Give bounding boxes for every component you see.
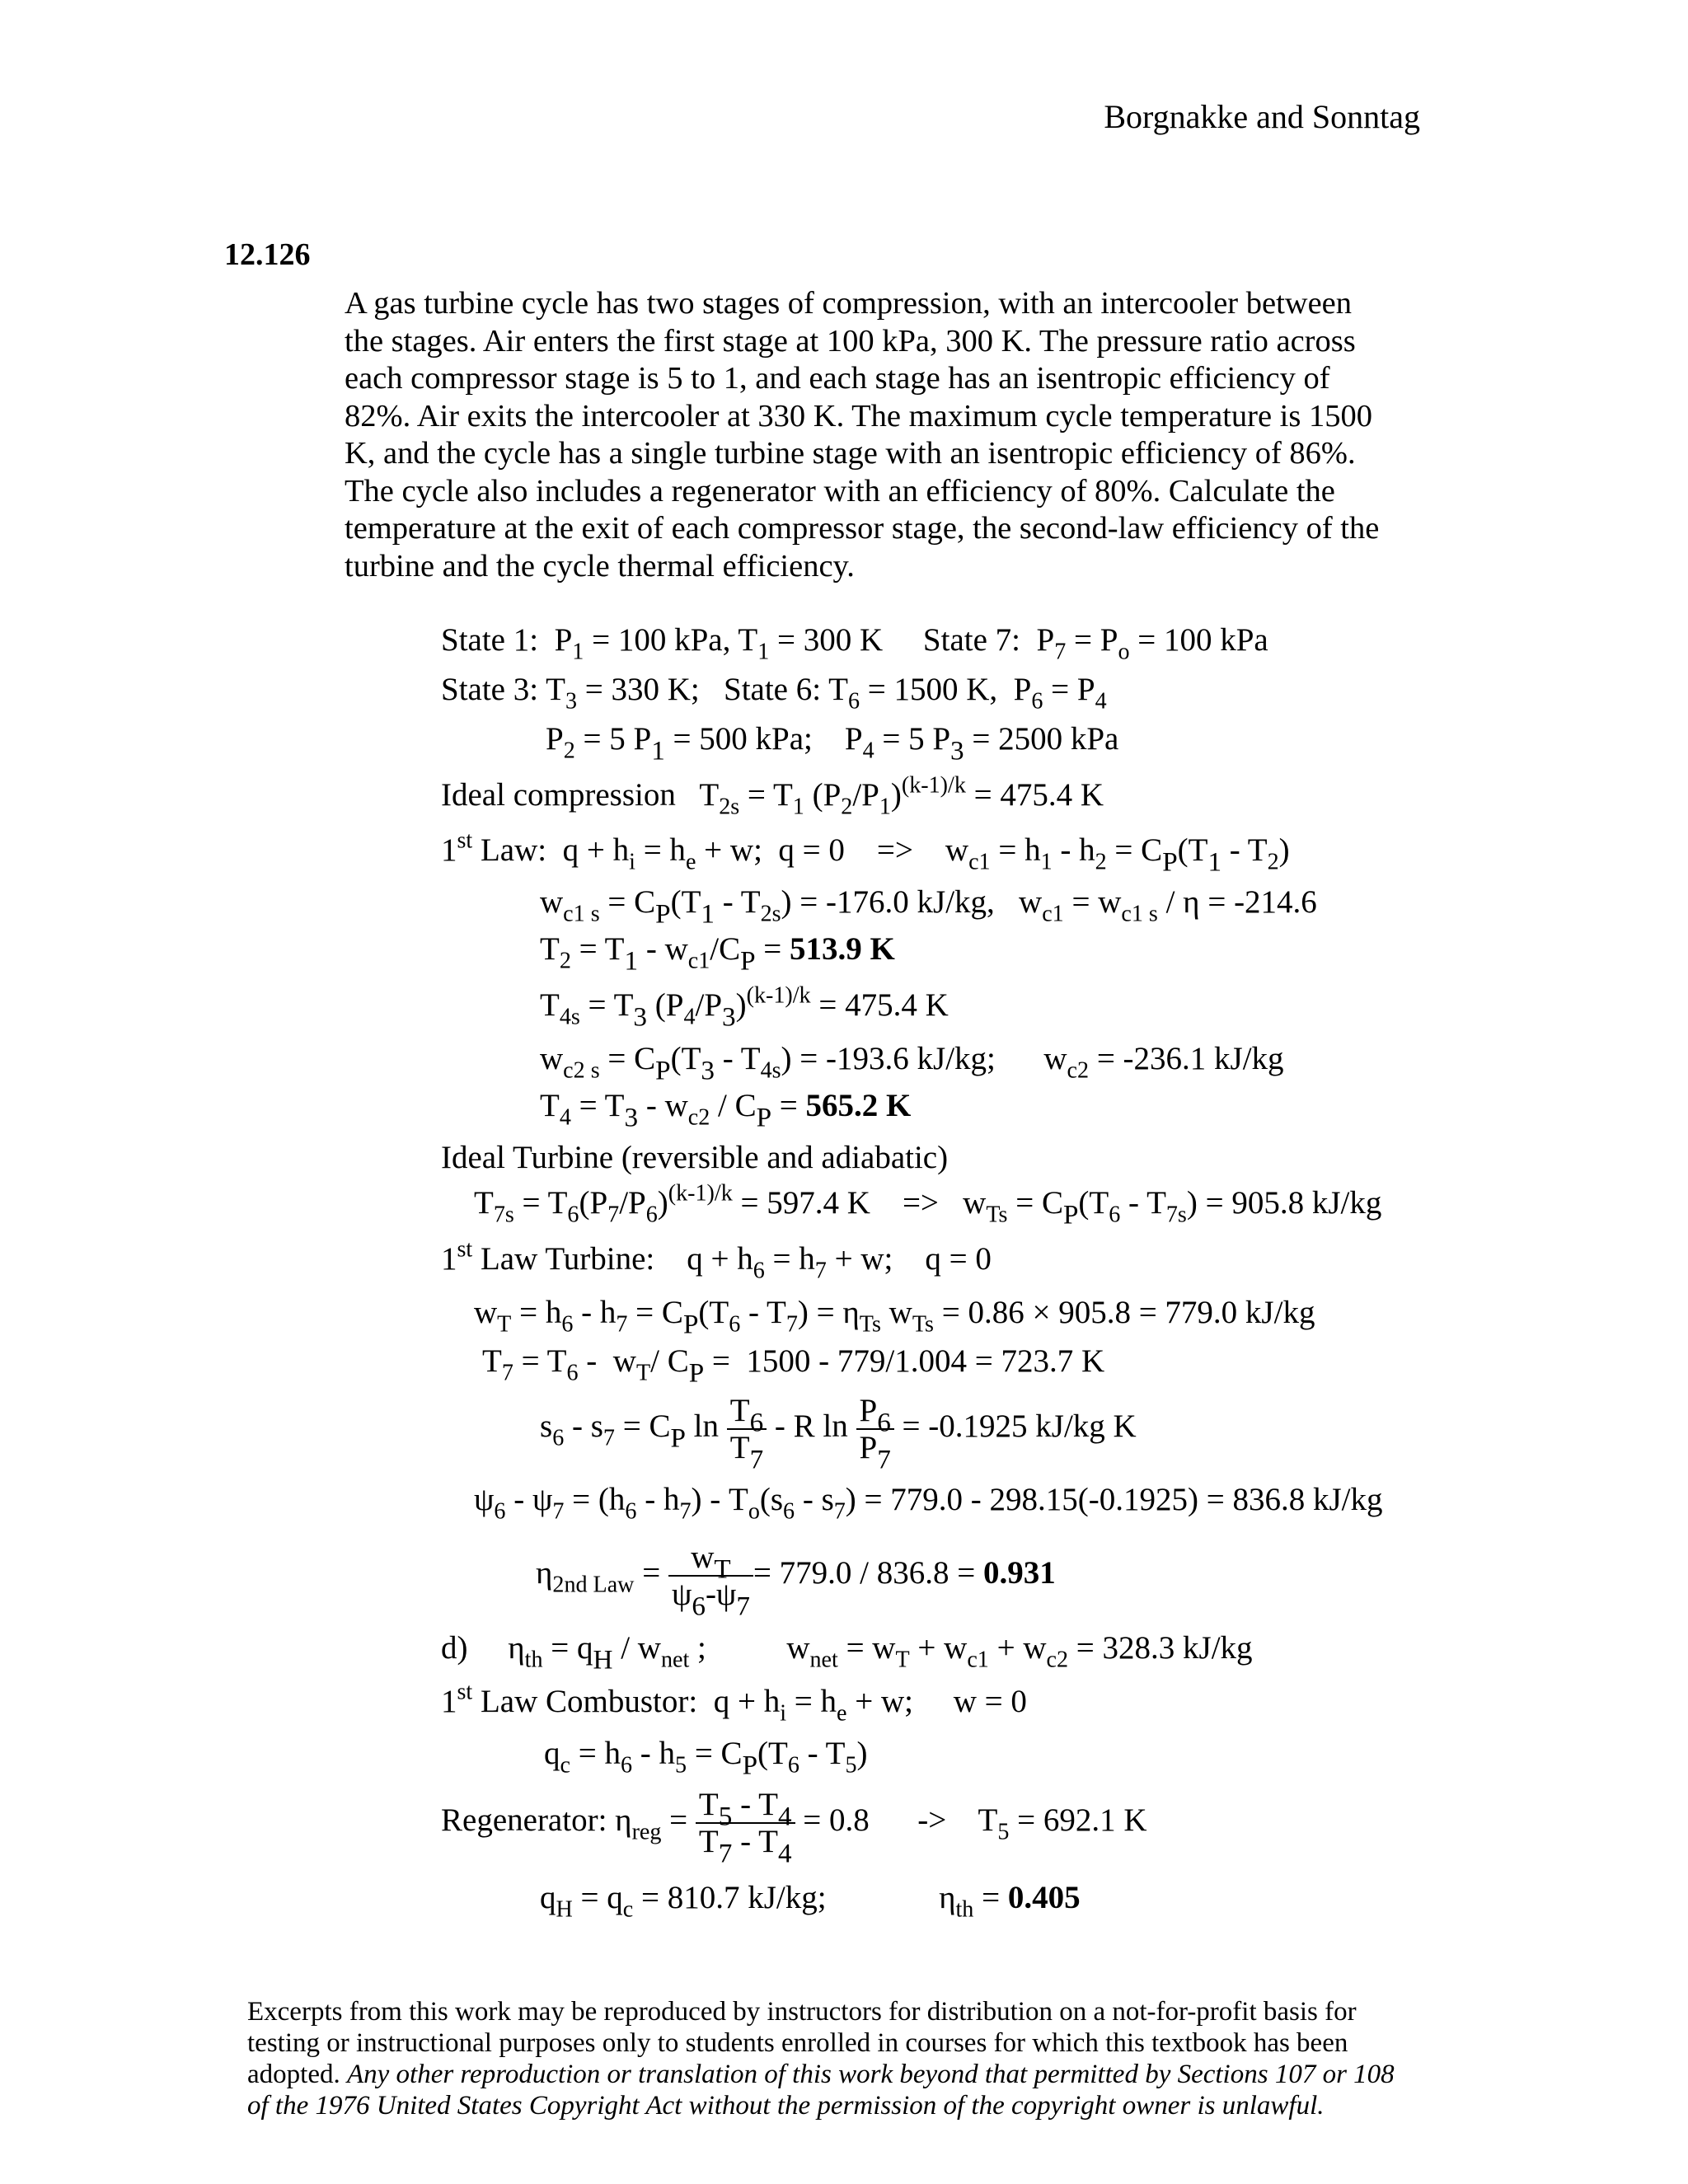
qh-value: = 810.7 kJ/kg; xyxy=(641,1880,827,1915)
footer-line: testing or instructional purposes only to students enrolled in courses for which this textbook has been xyxy=(247,2028,1348,2058)
t7-value: 1500 - 779/1.004 = 723.7 K xyxy=(746,1343,1105,1379)
problem-statement xyxy=(345,285,1449,585)
ideal-compression-label: Ideal compression xyxy=(441,777,676,813)
first-law-line: 1st Law: $q + h_i = h_e + w$; q = 0 => $w_{c1} = h_1 - h_2 = C_P(T_1 - T_2)$ xyxy=(441,827,1290,878)
first-law-turbine-line: 1st Law Turbine: $q + h_6 = h_7 + w$; q = 0 xyxy=(441,1236,992,1284)
state3-value: = 330 K; xyxy=(584,672,700,707)
state-3-6-line: State 3: $T_3 = 330$ K; State 6: $T_6 = 1500$ K, $P_6 = P_4$ xyxy=(441,672,1107,715)
reg-eff: = 0.8 xyxy=(803,1802,870,1838)
wts-value: ) = 905.8 kJ/kg xyxy=(1186,1185,1382,1221)
footer-line xyxy=(247,2090,1451,2121)
problem-line: turbine and the cycle thermal efficiency. xyxy=(345,548,855,583)
t7s-line: $T_{7s} = T_6(P_7/P_6)^{(k-1)/k} = 597.4$ K => $w_{Ts} = C_P(T_6 - T_{7s}) = 905.8$ kJ/kg xyxy=(474,1180,1382,1230)
state7-value: = 100 kPa xyxy=(1137,622,1268,658)
problem-line: K, and the cycle has a single turbine stage with an isentropic efficiency of 86%. xyxy=(345,436,1356,471)
author-header: Borgnakke and Sonntag xyxy=(1104,98,1420,135)
wc1-value: / η = -214.6 xyxy=(1165,884,1317,920)
eta2-value: 0.931 xyxy=(983,1554,1056,1591)
qh-line: $q_H = q_c = 810.7$ kJ/kg; $\eta_{th} = 0.405$ xyxy=(540,1880,1081,1923)
problem-number: 12.126 xyxy=(224,237,311,272)
wc2-value: = -236.1 kJ/kg xyxy=(1096,1041,1284,1076)
wc2s-value: ) = -193.6 kJ/kg; xyxy=(781,1041,996,1076)
t2-value: 513.9 K xyxy=(790,931,895,967)
p4-value: = 2500 kPa xyxy=(972,721,1119,757)
psi-value: ) = 779.0 - 298.15(-0.1925) = 836.8 kJ/kg xyxy=(845,1482,1383,1517)
footer-plain: adopted. xyxy=(247,2060,347,2089)
wnet-value: = 328.3 kJ/kg xyxy=(1076,1630,1253,1666)
problem-line: each compressor stage is 5 to 1, and each stage has an isentropic efficiency of xyxy=(345,361,1330,396)
exergy-line: $\psi_6 - \psi_7 = (h_6 - h_7) - T_o(s_6 - s_7) = 779.0 - 298.15(-0.1925) = 836.8$ kJ/kg xyxy=(474,1482,1383,1525)
first-law-combustor-label: Law Combustor: xyxy=(480,1684,698,1719)
wc1s-value: ) = -176.0 kJ/kg, xyxy=(781,884,995,920)
state6-value: = 1500 K, xyxy=(867,672,998,707)
t4s-line: $T_{4s} = T_3$ $(P_4/P_3)^{(k-1)/k} = 475.4$ K xyxy=(540,982,949,1033)
first-law-label: Law: xyxy=(480,832,547,868)
t4s-value: = 475.4 K xyxy=(818,987,949,1023)
t4-value: 565.2 K xyxy=(805,1088,912,1123)
part-d-line: d) $\eta_{th} = q_H / w_{net}$ ; $w_{net} = w_T + w_{c1} + w_{c2} = 328.3$ kJ/kg xyxy=(441,1630,1253,1675)
part-d-label: d) xyxy=(441,1630,468,1666)
wt-line: $w_T = h_6 - h_7 = C_P(T_6 - T_7) = \eta_{Ts}$ $w_{Ts} = 0.86 \times 905.8 = 779.0$ kJ/kg xyxy=(474,1295,1315,1340)
first-law-turbine-label: Law Turbine: xyxy=(480,1241,655,1277)
regenerator-line: Regenerator: $\eta_{reg}$ = $\frac{T_5 - T_4}{T_7 - T_4}$ = 0.8 -> $T_5 = 692.1$ K xyxy=(441,1787,1147,1869)
problem-line: A gas turbine cycle has two stages of compression, with an intercooler between xyxy=(345,286,1353,321)
t7s-value: = 597.4 K xyxy=(740,1185,870,1221)
state1-label: State 1: xyxy=(441,622,539,658)
ideal-compression-line: Ideal compression $T_{2s} = T_1$ $(P_2/P_1)^{(k-1)/k} = 475.4$ K xyxy=(441,772,1104,820)
wt-psi-fraction: $\frac{w_T}{\psi_6-\psi_7}$ xyxy=(668,1541,753,1610)
problem-line: The cycle also includes a regenerator with an efficiency of 80%. Calculate the xyxy=(345,473,1335,509)
problem-line: 82%. Air exits the intercooler at 330 K. The maximum cycle temperature is 1500 xyxy=(345,398,1372,434)
footer-italic: Any other reproduction or translation of this work beyond that permitted by Sections 107 or 108 xyxy=(346,2060,1395,2089)
p-ratio-fraction: $\frac{P_6}{P_7}$ xyxy=(856,1394,894,1464)
regenerator-fraction: $\frac{T_5 - T_4}{T_7 - T_4}$ xyxy=(696,1788,795,1858)
copyright-footer xyxy=(247,1996,1451,2121)
wc2s-line: $w_{c2 s} = C_P(T_3 - T_{4s}) = -193.6$ kJ/kg; $w_{c2} = -236.1$ kJ/kg xyxy=(540,1041,1284,1086)
problem-line: the stages. Air enters the first stage at 100 kPa, 300 K. The pressure ratio across xyxy=(345,323,1356,359)
state7-label: State 7: xyxy=(922,622,1020,658)
t4-line: $T_4 = T_3 - w_{c2} / C_P = 565.2$ K xyxy=(540,1088,912,1133)
wc1s-line: $w_{c1 s} = C_P(T_1 - T_{2s}) = -176.0$ kJ/kg, $w_{c1} = w_{c1 s} / \eta = -214.6$ xyxy=(540,884,1317,930)
wt-value: = 0.86 × 905.8 = 779.0 kJ/kg xyxy=(941,1295,1315,1330)
s-diff-value: = -0.1925 kJ/kg K xyxy=(902,1408,1137,1444)
ideal-turbine-label: Ideal Turbine (reversible and adiabatic) xyxy=(441,1140,949,1175)
t2s-value: = 475.4 K xyxy=(973,777,1104,813)
state1-values: 100 kPa, T xyxy=(617,622,758,658)
t2-line: $T_2 = T_1 - w_{c1}/C_P = 513.9$ K xyxy=(540,931,895,977)
entropy-line: $s_6 - s_7 = C_P$ ln $\frac{T_6}{T_7}$ - R ln $\frac{P_6}{P_7}$ = -0.1925 kJ/kg K xyxy=(540,1393,1137,1475)
qc-line: $q_c = h_6 - h_5 = C_P(T_6 - T_5)$ xyxy=(544,1736,868,1781)
p2-value: = 500 kPa; xyxy=(673,721,813,757)
eta2-label: 2nd Law xyxy=(552,1572,635,1598)
regenerator-label: Regenerator: xyxy=(441,1802,607,1838)
state-1-7-line: State 1: $P_1 = 100$ kPa, $T_1 = 300$ K State 7: $P_7 = P_o = 100$ kPa xyxy=(441,622,1268,665)
t-ratio-fraction: $\frac{T_6}{T_7}$ xyxy=(727,1394,767,1464)
footer-italic: of the 1976 United States Copyright Act without the permission of the copyright owner is unlawful. xyxy=(247,2091,1325,2121)
footer-line xyxy=(247,2059,1451,2090)
footer-line: Excerpts from this work may be reproduced by instructors for distribution on a not-for-profit basis for xyxy=(247,1997,1357,2027)
state6-label: State 6: xyxy=(724,672,822,707)
problem-line: temperature at the exit of each compressor stage, the second-law efficiency of the xyxy=(345,511,1380,546)
eta-th-value: 0.405 xyxy=(1007,1880,1081,1915)
t7-line: $T_7 = T_6 - w_T/$ $C_P = 1500 - 779/1.004 = 723.7$ K xyxy=(482,1343,1105,1389)
state1-t: = 300 K xyxy=(777,622,884,658)
first-law-combustor-line: 1st Law Combustor: $q + h_i = h_e + w$; w = 0 xyxy=(441,1679,1027,1727)
t5-value: = 692.1 K xyxy=(1017,1802,1147,1838)
pressure-line: $P_2 = 5$ $P_1 = 500$ kPa; $P_4 = 5$ $P_3 = 2500$ kPa xyxy=(546,721,1119,766)
eta2-calc: = 779.0 / 836.8 = xyxy=(753,1554,983,1591)
eta-2nd-law-line: $\eta_{2nd Law}$ = $\frac{w_T}{\psi_6-\psi_7}$ = 779.0 / 836.8 = 0.931 xyxy=(536,1540,1056,1622)
state3-label: State 3: xyxy=(441,672,539,707)
